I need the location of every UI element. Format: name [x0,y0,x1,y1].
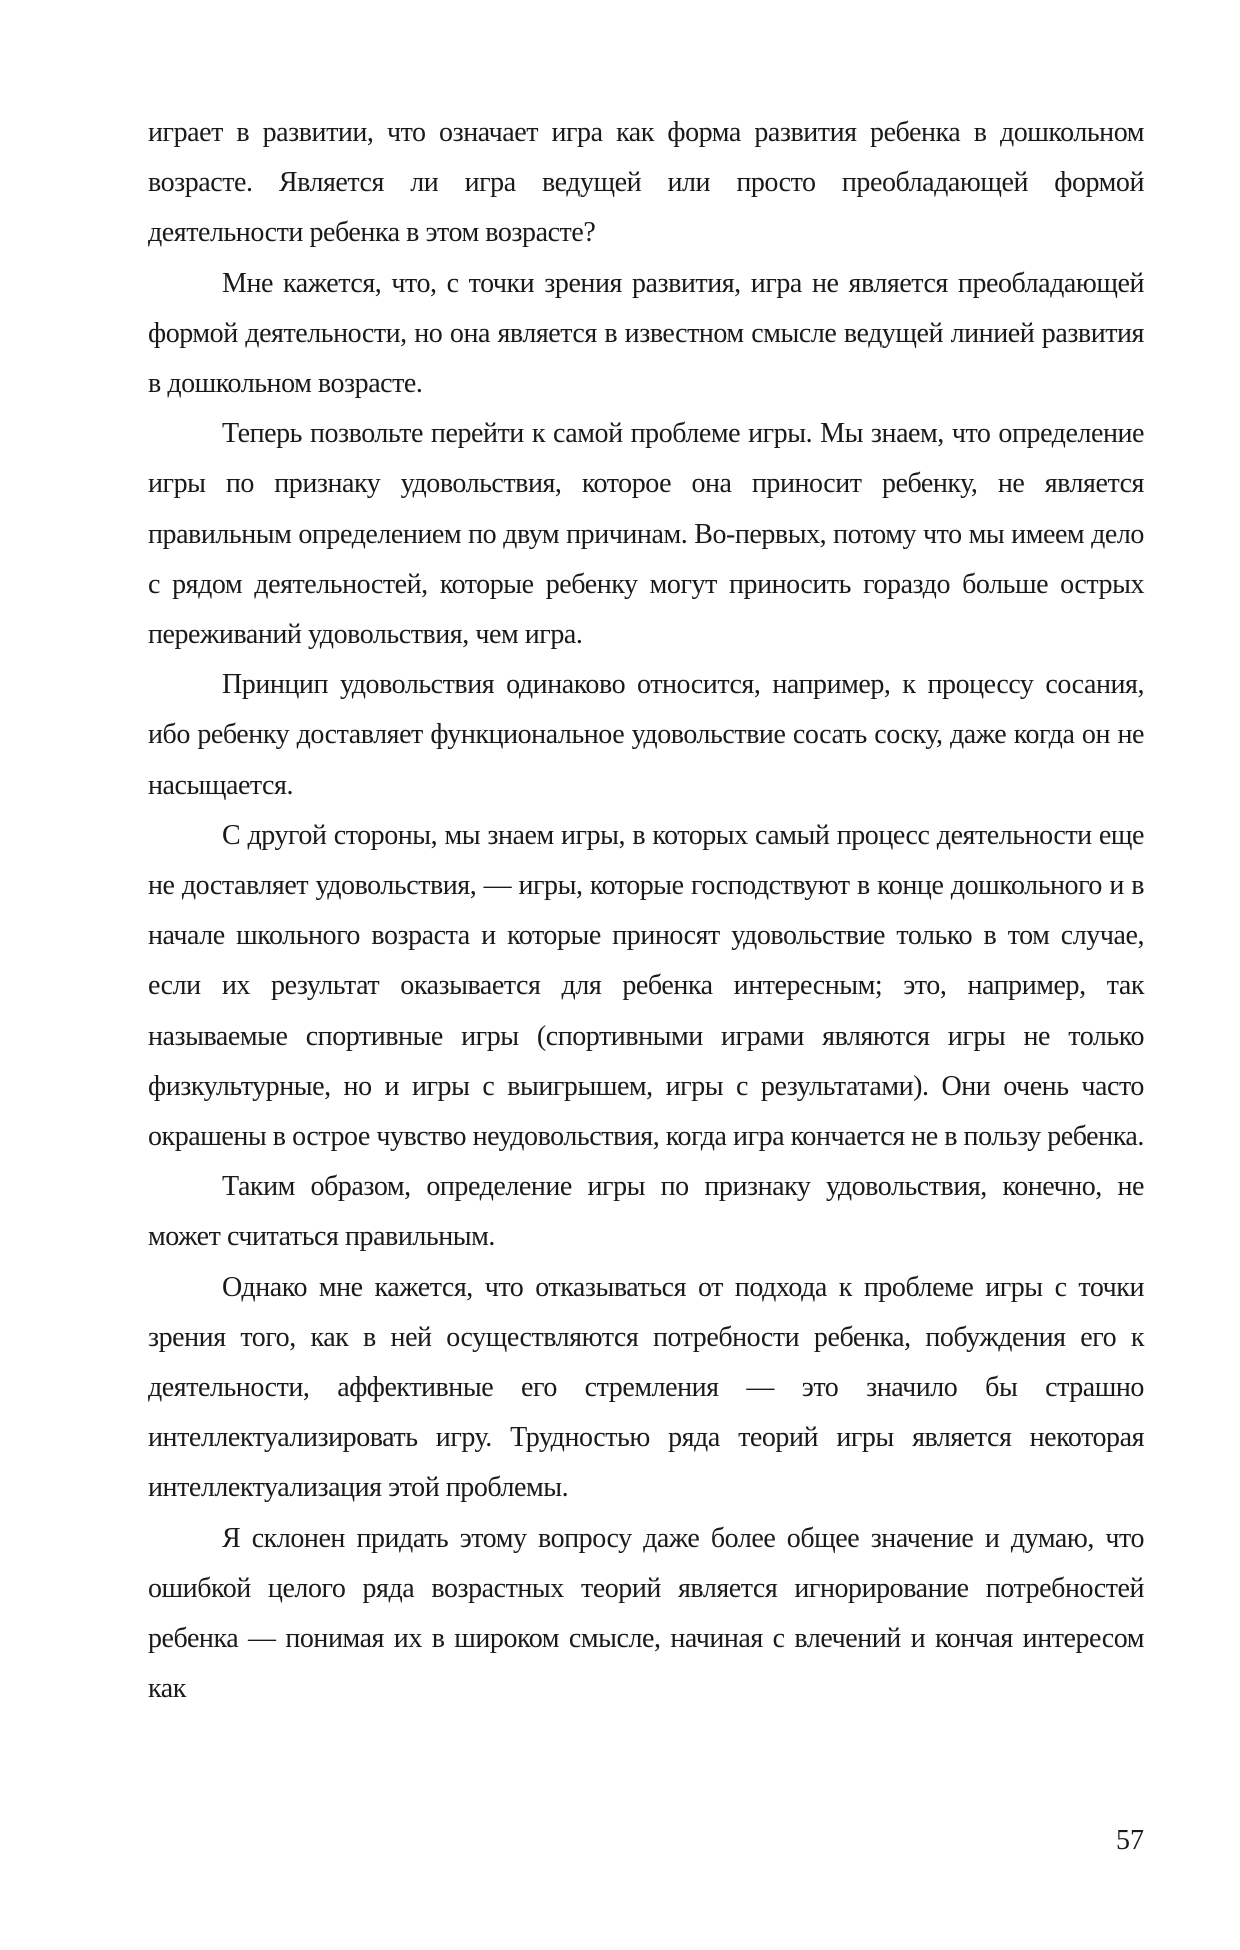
paragraph-8: Я склонен придать этому вопросу даже более общее значение и думаю, что ошибкой целого ряда возрастных теорий является игнорирование потребностей ребенка — понимая их в широком смысле, начиная с влечений и кончая интересом как [148,1522,1144,1705]
paragraph-7: Однако мне кажется, что отказываться от подхода к проблеме игры с точки зрения того, как в ней осуществляются потребности ребенка, побуждения его к деятельности, аффективные его стремления — это значило бы страшно интеллектуализировать игру. Трудностью ряда теорий игры является некоторая интеллектуализация этой проблемы. [148,1271,1144,1504]
paragraph-3: Теперь позвольте перейти к самой проблеме игры. Мы знаем, что определение игры по признаку удовольствия, которое она приносит ребенку, не является правильным определением по двум причинам. Во-первых, потому что мы имеем дело с рядом деятельностей, которые ребенку могут приносить гораздо больше острых переживаний удовольствия, чем игра. [148,418,1144,651]
paragraph-2: Мне кажется, что, с точки зрения развития, игра не является преобладающей формой деятельности, но она является в известном смысле ведущей линией развития в дошкольном возрасте. [148,267,1144,400]
paragraph-5: С другой стороны, мы знаем игры, в которых самый процесс деятельности еще не доставляет удовольствия, — игры, которые господствуют в конце дошкольного и в начале школьного возраста и которые приносят удовольствие только в том случае, если их результат оказывается для ребенка интересным; это, например, так называемые спортивные игры (спортивными играми являются игры не только физкультурные, но и игры с выигрышем, игры с результатами). Они очень часто окрашены в острое чувство неудовольствия, когда игра кончается не в пользу ребенка. [148,819,1144,1153]
page-number: 57 [1116,1825,1144,1856]
paragraph-6: Таким образом, определение игры по признаку удовольствия, конечно, не может считаться правильным. [148,1171,1144,1253]
paragraph-4: Принцип удовольствия одинаково относится, например, к процессу сосания, ибо ребенку доставляет функциональное удовольствие сосать соску, даже когда он не насыщается. [148,669,1144,801]
paragraph-1: играет в развитии, что означает игра как форма развития ребенка в дошкольном возрасте. Является ли игра ведущей или просто преобладающей формой деятельности ребенка в этом возрасте? [148,117,1144,249]
page-body [148,108,1144,1715]
